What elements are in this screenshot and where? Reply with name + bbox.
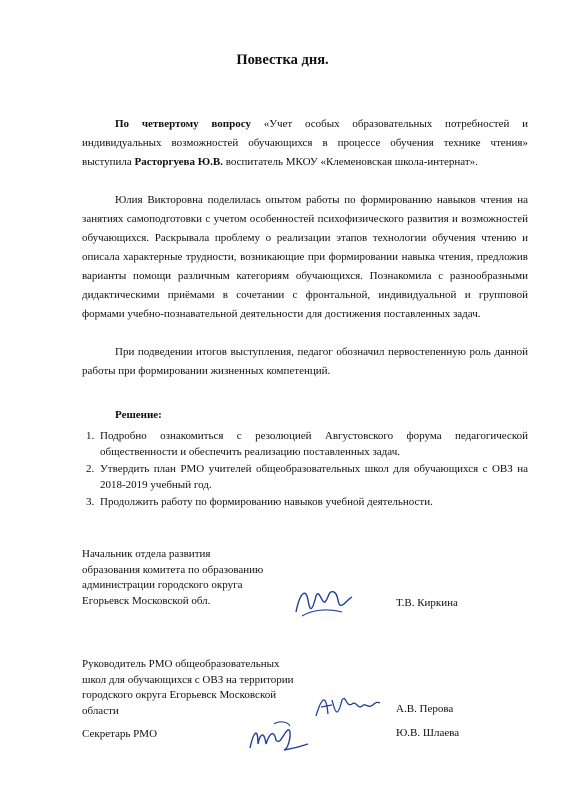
decision-item [82, 494, 528, 510]
signatory-2-line: городского округа Егорьевск Московской [82, 689, 277, 701]
question-lead: По четвертому вопросу [115, 118, 251, 130]
speaker-name: Расторгуева Ю.В. [134, 156, 223, 168]
decision-item [82, 428, 528, 460]
decision-number: 3. [86, 496, 95, 508]
paragraph-summary: При подведении итогов выступления, педагог обозначил первостепенную роль данной работы при формировании жизненных компетенций. [82, 346, 528, 377]
signatory-1-line: администрации городского округа [82, 579, 243, 591]
signature-3-icon [244, 718, 310, 756]
signatory-2-line: школ для обучающихся с ОВЗ на территории [82, 673, 294, 686]
speaker-role: воспитатель МКОУ «Клеменовская школа-интернат». [222, 156, 478, 168]
signatory-2-name: А.В. Перова [396, 703, 454, 715]
signature-1-icon [292, 582, 354, 622]
decision-text: Продолжить работу по формированию навыков учебной деятельности. [100, 496, 433, 508]
signatory-1-line: Начальник отдела развития [82, 548, 211, 560]
signatory-3-name: Ю.В. Шлаева [396, 727, 460, 739]
signatory-1-line: Егорьевск Московской обл. [82, 594, 211, 607]
signatory-3-line: Секретарь РМО [82, 728, 158, 740]
signatory-1-name: Т.В. Киркина [396, 597, 458, 609]
decision-number: 2. [86, 463, 95, 475]
signatory-1-line: образования комитета по образованию [82, 563, 264, 576]
page-title: Повестка дня. [236, 52, 329, 68]
signatory-2-line: области [82, 704, 119, 717]
decision-text: Подробно ознакомиться с резолюцией Августовского форума педагогической общественности и обеспечить реализацию поставленных задач. [100, 430, 528, 458]
signature-2-icon [312, 690, 382, 724]
decision-text: Утвердить план РМО учителей общеобразовательных школ для обучающихся с ОВЗ на 2018-2019 учебный год. [100, 463, 528, 491]
question-text: «Учет особых образовательных потребностей и индивидуальных возможностей обучающихся в процессе обучения технике чтения» выступила [82, 118, 528, 168]
decision-list [82, 428, 528, 511]
paragraph-experience: Юлия Викторовна поделилась опытом работы по формированию навыков чтения на занятиях самоподготовки с учетом особенностей психофизического развития и возможностей обучающихся. Раскрывала проблему о реализации этапов технологии обучения чтению и описала характерные трудности, возникающие при формировании навыка чтения, предложив варианты помощи различным категориям обучающихся. Познакомила с разнообразными дидактическими приёмами в сочетании с фронтальной, индивидуальной и групповой формами учебно-познавательной деятельности для достижения поставленных задач. [82, 194, 528, 320]
decision-heading: Решение: [115, 409, 162, 421]
signatory-3-title [82, 727, 157, 743]
signatory-2-line: Руководитель РМО общеобразовательных [82, 658, 280, 670]
decision-number: 1. [86, 430, 95, 442]
decision-item [82, 461, 528, 493]
paragraph-fourth-question [82, 115, 528, 172]
